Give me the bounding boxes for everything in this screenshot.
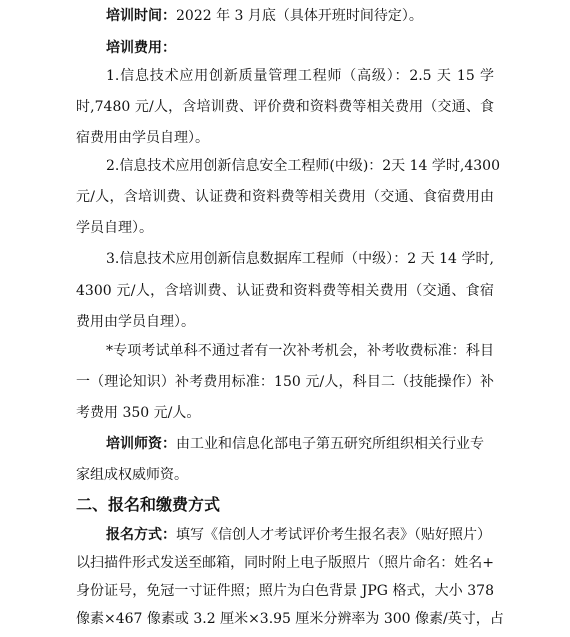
fee-item-2-line-2: 元/人，含培训费、认证费和资料费等相关费用（交通、食宿费用由	[76, 189, 494, 205]
fee-item-1-line-2: 时,7480 元/人，含培训费、评价费和资料费等相关费用（交通、食	[76, 99, 494, 115]
training-fee-label-line	[0, 38, 570, 58]
teachers-line-2: 家组成权威师资。	[76, 467, 188, 483]
registration-line-2: 以扫描件形式发送至邮箱，同时附上电子版照片（照片命名：姓名+	[76, 555, 494, 571]
section-heading: 二、报名和缴费方式	[76, 495, 221, 514]
fee-item-2-line-1: 2.信息技术应用创新信息安全工程师(中级)：2天 14 学时,4300	[106, 158, 500, 174]
training-fee-label: 培训费用：	[106, 40, 176, 56]
fee-item-3-line-1: 3.信息技术应用创新信息数据库工程师（中级）：2 天 14 学时,	[106, 251, 494, 267]
registration-text: 填写《信创人才考试评价考生报名表》（贴好照片）	[176, 527, 491, 543]
retake-note-line-2: 一（理论知识）补考费用标准：150 元/人，科目二（技能操作）补	[76, 374, 494, 390]
retake-note-line-1: *专项考试单科不通过者有一次补考机会，补考收费标准：科目	[106, 343, 494, 359]
retake-note-line-3: 考费用 350 元/人。	[76, 405, 201, 421]
registration-line-1	[0, 525, 570, 545]
registration-line-4: 像素×467 像素或 3.2 厘米×3.95 厘米分辨率为 300 像素/英寸，占	[76, 611, 504, 627]
fee-item-3-line-2: 4300 元/人，含培训费、认证费和资料费等相关费用（交通、食宿	[76, 283, 494, 299]
teachers-text: 由工业和信息化部电子第五研究所组织相关行业专	[176, 436, 484, 452]
training-time-value: 2022 年 3 月底（具体开班时间待定）。	[176, 8, 423, 24]
fee-item-3-line-3: 费用由学员自理）。	[76, 314, 195, 330]
teachers-label: 培训师资：	[106, 436, 176, 452]
fee-item-1-line-1: 1.信息技术应用创新质量管理工程师（高级）：2.5 天 15 学	[106, 68, 494, 84]
fee-item-1-line-3: 宿费用由学员自理）。	[76, 130, 209, 146]
training-time-label: 培训时间：	[106, 8, 176, 24]
registration-label: 报名方式：	[106, 527, 176, 543]
registration-line-3: 身份证号，免冠一寸证件照；照片为白色背景 JPG 格式，大小 378	[76, 583, 494, 599]
teachers-line-1	[0, 434, 570, 454]
fee-item-2-line-3: 学员自理）。	[76, 220, 153, 236]
training-time-line	[0, 6, 570, 26]
